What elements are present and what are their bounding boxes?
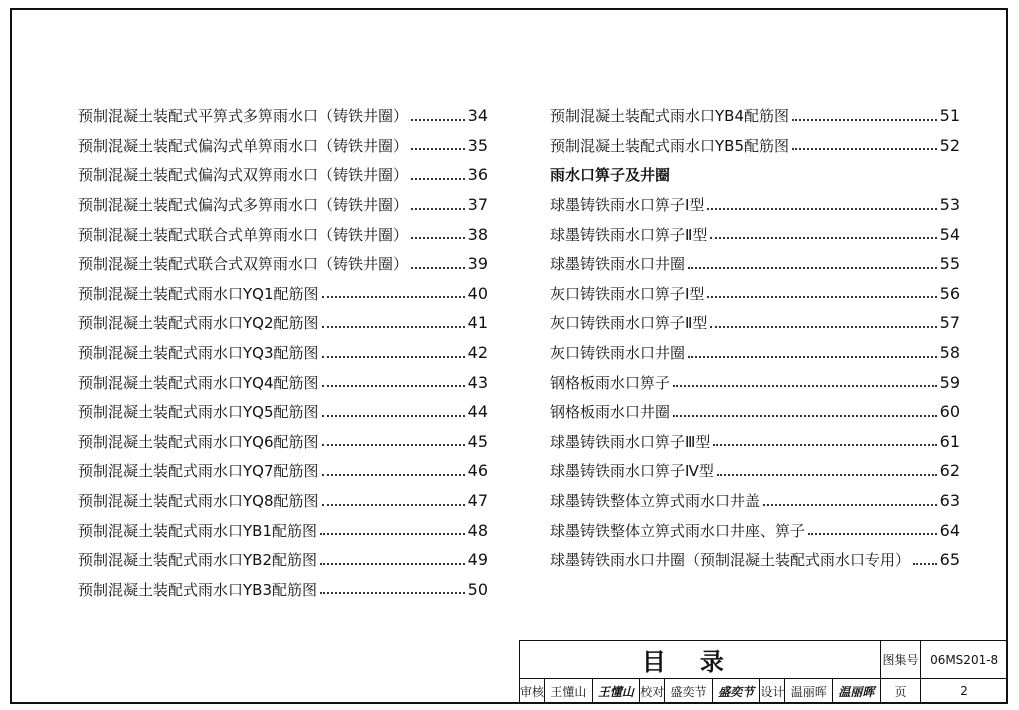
toc-entry-title: 球墨铸铁整体立箅式雨水口井盖	[550, 492, 761, 511]
design-signature: 温丽晖	[833, 679, 881, 704]
toc-entry-title: 预制混凝土装配式联合式单箅雨水口（铸铁井圈）	[78, 225, 409, 244]
toc-entry-page: 61	[939, 431, 960, 451]
check-name: 盛奕节	[665, 679, 713, 704]
toc-entry-page: 55	[939, 254, 960, 274]
toc-entry	[78, 338, 488, 368]
page-number: 2	[921, 679, 1008, 704]
toc-entry-title: 灰口铸铁雨水口箅子Ⅰ型	[550, 284, 705, 303]
toc-entry-page: 53	[939, 195, 960, 215]
page-label: 页	[880, 679, 921, 704]
dot-leader	[322, 474, 465, 476]
toc-entry-page: 49	[467, 550, 488, 570]
toc-entry	[78, 279, 488, 309]
toc-entry	[550, 427, 960, 457]
toc-entry-title: 预制混凝土装配式雨水口YB3配筋图	[78, 580, 317, 599]
toc-entry	[550, 367, 960, 397]
toc-entry-page: 54	[939, 224, 960, 244]
toc-entry	[550, 338, 960, 368]
toc-entry-page: 34	[467, 106, 488, 126]
toc-entry-title: 预制混凝土装配式雨水口YQ8配筋图	[78, 492, 319, 511]
dot-leader	[322, 326, 465, 328]
toc-entry	[550, 397, 960, 427]
toc-entry-page: 47	[467, 491, 488, 511]
toc-entry-title: 预制混凝土装配式雨水口YB1配筋图	[78, 521, 317, 540]
toc-entry	[550, 308, 960, 338]
toc-entry	[78, 486, 488, 516]
toc-entry-page: 58	[939, 343, 960, 363]
toc-entry-title: 球墨铸铁雨水口箅子Ⅳ型	[550, 462, 714, 481]
toc-entry-title: 预制混凝土装配式雨水口YB4配筋图	[550, 107, 789, 126]
toc-entry-page: 37	[467, 195, 488, 215]
dot-leader	[707, 296, 936, 298]
toc-entry-title: 球墨铸铁整体立箅式雨水口井座、箅子	[550, 521, 806, 540]
toc-entry-page: 38	[467, 224, 488, 244]
toc-entry	[78, 515, 488, 545]
dot-leader	[322, 296, 465, 298]
toc-entry-page: 40	[467, 283, 488, 303]
toc-entry-page: 63	[939, 491, 960, 511]
section-heading-text: 雨水口箅子及井圈	[550, 166, 671, 185]
toc-entry-title: 预制混凝土装配式雨水口YQ1配筋图	[78, 284, 319, 303]
review-name: 王懂山	[545, 679, 593, 704]
toc-entry-page: 52	[939, 135, 960, 155]
toc-entry-title: 预制混凝土装配式雨水口YB2配筋图	[78, 551, 317, 570]
dot-leader	[320, 563, 465, 565]
toc-entry	[550, 249, 960, 279]
dot-leader	[322, 415, 465, 417]
toc-entry	[550, 131, 960, 161]
dot-leader	[688, 356, 937, 358]
toc-entry-title: 预制混凝土装配式雨水口YQ3配筋图	[78, 344, 319, 363]
toc-entry-title: 预制混凝土装配式雨水口YQ6配筋图	[78, 432, 319, 451]
toc-entry-page: 45	[467, 431, 488, 451]
toc-entry	[78, 219, 488, 249]
toc-entry	[78, 160, 488, 190]
review-signature: 王懂山	[592, 679, 640, 704]
toc-entry	[550, 190, 960, 220]
dot-leader	[320, 592, 465, 594]
toc-entry-title: 预制混凝土装配式平箅式多箅雨水口（铸铁井圈）	[78, 107, 409, 126]
dot-leader	[717, 474, 937, 476]
dot-leader	[322, 385, 465, 387]
dot-leader	[913, 563, 937, 565]
dot-leader	[320, 533, 465, 535]
dot-leader	[792, 119, 937, 121]
toc-entry-page: 41	[467, 313, 488, 333]
dot-leader	[322, 356, 465, 358]
toc-entry-page: 51	[939, 106, 960, 126]
toc-entry-title: 球墨铸铁雨水口井圈（预制混凝土装配式雨水口专用）	[550, 551, 911, 570]
toc-entry	[78, 101, 488, 131]
design-name: 温丽晖	[785, 679, 833, 704]
toc-entry-page: 60	[939, 402, 960, 422]
toc-entry-page: 62	[939, 461, 960, 481]
dot-leader	[411, 148, 465, 150]
dot-leader	[710, 237, 936, 239]
dot-leader	[707, 208, 936, 210]
toc-entry-title: 预制混凝土装配式雨水口YQ5配筋图	[78, 403, 319, 422]
document-title: 目录	[520, 641, 881, 679]
title-block	[519, 640, 1008, 704]
toc-entry-title: 预制混凝土装配式偏沟式多箅雨水口（铸铁井圈）	[78, 196, 409, 215]
review-label: 审核	[520, 679, 545, 704]
atlas-number: 06MS201-8	[921, 641, 1008, 679]
toc-entry	[78, 575, 488, 605]
toc-entry-title: 预制混凝土装配式雨水口YQ7配筋图	[78, 462, 319, 481]
toc-entry	[78, 397, 488, 427]
toc-entry	[550, 456, 960, 486]
dot-leader	[322, 504, 465, 506]
toc-entry	[78, 545, 488, 575]
dot-leader	[792, 148, 937, 150]
toc-entry-page: 56	[939, 283, 960, 303]
toc-entry-title: 预制混凝土装配式联合式双箅雨水口（铸铁井圈）	[78, 255, 409, 274]
toc-entry-page: 36	[467, 165, 488, 185]
toc-entry-page: 50	[467, 579, 488, 599]
toc-entry	[78, 367, 488, 397]
toc-entry-title: 预制混凝土装配式偏沟式单箅雨水口（铸铁井圈）	[78, 136, 409, 155]
toc-entry-page: 48	[467, 520, 488, 540]
toc-entry-title: 灰口铸铁雨水口箅子Ⅱ型	[550, 314, 708, 333]
toc-left-column	[78, 101, 488, 604]
toc-entry-page: 46	[467, 461, 488, 481]
toc-entry	[550, 279, 960, 309]
toc-entry	[78, 308, 488, 338]
toc-entry-title: 预制混凝土装配式雨水口YQ2配筋图	[78, 314, 319, 333]
toc-entry	[78, 456, 488, 486]
toc-entry-page: 59	[939, 372, 960, 392]
dot-leader	[673, 385, 937, 387]
toc-entry-title: 预制混凝土装配式雨水口YB5配筋图	[550, 136, 789, 155]
toc-entry-page: 44	[467, 402, 488, 422]
toc-entry	[78, 249, 488, 279]
toc-entry-page: 57	[939, 313, 960, 333]
design-label: 设计	[760, 679, 785, 704]
toc-entry-page: 43	[467, 372, 488, 392]
toc-entry-title: 预制混凝土装配式偏沟式双箅雨水口（铸铁井圈）	[78, 166, 409, 185]
toc-entry-page: 64	[939, 520, 960, 540]
toc-entry-page: 42	[467, 343, 488, 363]
toc-entry	[550, 515, 960, 545]
toc-right-column	[550, 101, 960, 575]
toc-entry-title: 球墨铸铁雨水口箅子Ⅱ型	[550, 225, 708, 244]
dot-leader	[673, 415, 937, 417]
toc-entry	[550, 545, 960, 575]
dot-leader	[763, 504, 937, 506]
toc-entry-title: 球墨铸铁雨水口箅子Ⅰ型	[550, 196, 705, 215]
toc-entry-title: 钢格板雨水口井圈	[550, 403, 671, 422]
dot-leader	[411, 208, 465, 210]
toc-entry	[78, 131, 488, 161]
dot-leader	[322, 444, 465, 446]
toc-entry	[550, 486, 960, 516]
toc-entry	[78, 427, 488, 457]
toc-entry-title: 灰口铸铁雨水口井圈	[550, 344, 686, 363]
dot-leader	[411, 267, 465, 269]
atlas-number-label: 图集号	[880, 641, 921, 679]
toc-entry-title: 球墨铸铁雨水口井圈	[550, 255, 686, 274]
toc-entry-title: 球墨铸铁雨水口箅子Ⅲ型	[550, 432, 711, 451]
dot-leader	[688, 267, 937, 269]
dot-leader	[713, 444, 936, 446]
check-label: 校对	[640, 679, 665, 704]
toc-entry-page: 65	[939, 550, 960, 570]
dot-leader	[808, 533, 937, 535]
check-signature: 盛奕节	[712, 679, 760, 704]
toc-entry-page: 39	[467, 254, 488, 274]
toc-entry	[550, 101, 960, 131]
toc-entry	[550, 219, 960, 249]
dot-leader	[411, 178, 465, 180]
dot-leader	[411, 237, 465, 239]
toc-entry	[78, 190, 488, 220]
toc-entry-page: 35	[467, 135, 488, 155]
dot-leader	[411, 119, 465, 121]
toc-entry-title: 钢格板雨水口箅子	[550, 373, 671, 392]
section-heading	[550, 160, 960, 190]
dot-leader	[710, 326, 936, 328]
toc-entry-title: 预制混凝土装配式雨水口YQ4配筋图	[78, 373, 319, 392]
